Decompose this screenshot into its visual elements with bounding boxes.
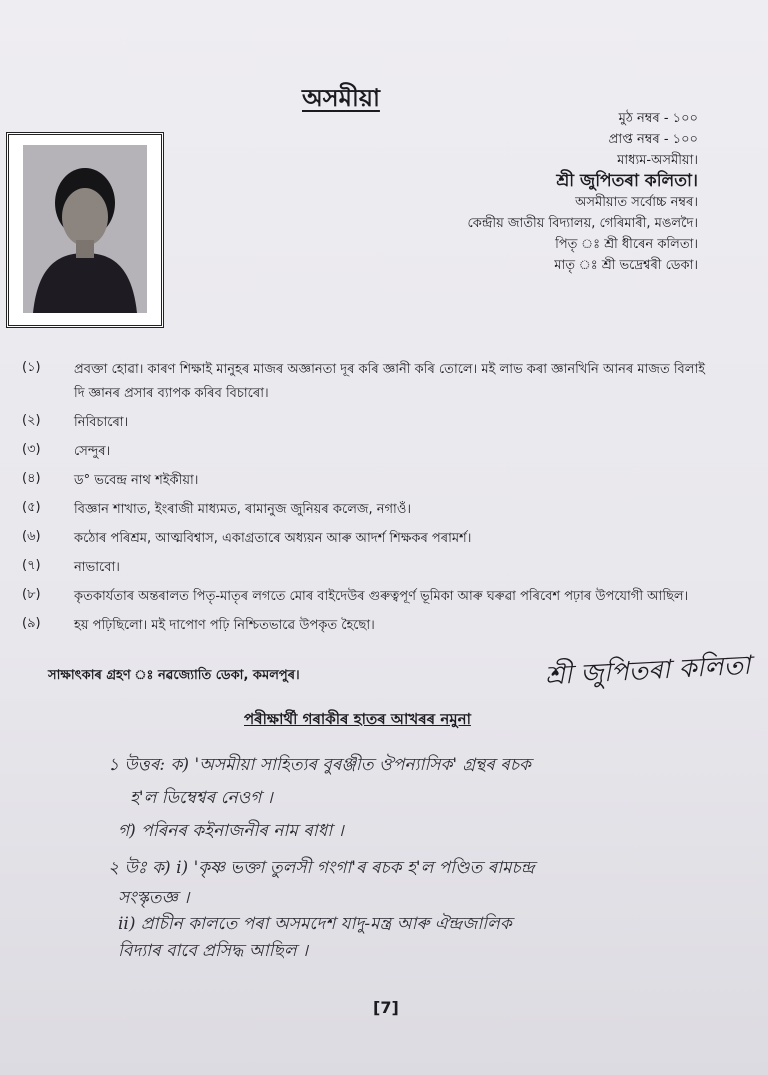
list-item: (৫) বিজ্ঞান শাখাত, ইংৰাজী মাধ্যমত, ৰামানুজ জুনিয়ৰ কলেজ, নগাওঁ।: [22, 500, 412, 517]
list-item: (৩) সেন্দুৰ।: [22, 442, 111, 459]
father-name: পিতৃ ঃ শ্ৰী ধীৰেন কলিতা।: [555, 237, 698, 252]
list-item: (৬) কঠোৰ পৰিশ্ৰম, আত্মবিশ্বাস, একাগ্ৰতাৰে অধ্যয়ন আৰু আদৰ্শ শিক্ষকৰ পৰামৰ্শ।: [22, 529, 472, 546]
school: কেন্দ্ৰীয় জাতীয় বিদ্যালয়, গেৰিমাৰী, মঙলদৈ।: [467, 216, 698, 231]
list-item: (৪) ড° ভবেন্দ্ৰ নাথ শইকীয়া।: [22, 471, 199, 488]
rank: অসমীয়াত সৰ্বোচ্চ নম্বৰ।: [575, 195, 698, 210]
student-photo-frame: [6, 132, 164, 328]
handwriting-line: গ) পৰিনৰ কইনাজনীৰ নাম ৰাধা ।: [118, 821, 344, 841]
answer-list: [22, 358, 712, 643]
list-item: (৭) নাভাবো।: [22, 558, 120, 575]
medium: মাধ্যম-অসমীয়া।: [617, 153, 698, 168]
student-name: শ্ৰী জুপিতৰা কলিতা।: [556, 171, 698, 191]
mother-name: মাতৃ ঃ শ্ৰী ভদ্ৰেশ্বৰী ডেকা।: [554, 258, 698, 273]
obtained-marks: প্ৰাপ্ত নম্বৰ - ১০০: [608, 132, 698, 147]
list-item: (৯) হয় পঢ়িছিলো। মই দাপোণ পঢ়ি নিশ্চিতভাৱে উপকৃত হৈছো।: [22, 616, 375, 633]
interviewer-credit: সাক্ষাৎকাৰ গ্ৰহণ ঃ নৱজ্যোতি ডেকা, কমলপুৰ।: [48, 668, 300, 683]
handwriting-line: ২ উঃ ক) i) 'কৃষ্ণ ভক্তা তুলসী গংগা'ৰ ৰচক হ'ল পণ্ডিত ৰামচন্দ্ৰ: [108, 858, 535, 878]
handwriting-line: হ'ল ডিম্বেশ্বৰ নেওগ ।: [130, 788, 273, 808]
handwriting-line: ii) প্ৰাচীন কালতে পৰা অসমদেশ যাদু-মন্ত্ৰ আৰু ঐন্দ্ৰজালিক: [118, 914, 512, 934]
portrait-image: [23, 145, 147, 313]
page-number: [7]: [373, 998, 399, 1017]
handwriting-line: বিদ্যাৰ বাবে প্ৰসিদ্ধ আছিল ।: [118, 941, 308, 961]
student-info: [468, 108, 699, 276]
handwriting-sample-heading: পৰীক্ষাৰ্থী গৰাকীৰ হাতৰ আখৰৰ নমুনা: [244, 710, 471, 728]
student-photo: [23, 145, 147, 313]
list-item: (১) প্ৰবক্তা হোৱা। কাৰণ শিক্ষাই মানুহৰ মাজৰ অজ্ঞানতা দূৰ কৰি জ্ঞানী কৰি তোলে। মই লাভ কৰা জ্ঞানখিনি আনৰ মাজত বিলাই দি জ্ঞানৰ প্ৰসাৰ ব্যাপক কৰিব বিচাৰো।: [22, 360, 705, 401]
handwriting-line: ১ উত্তৰ: ক) 'অসমীয়া সাহিত্যৰ বুৰঞ্জীত ঔপন্যাসিক' গ্ৰন্থৰ ৰচক: [108, 755, 531, 775]
handwriting-line: সংস্কৃতজ্ঞ ।: [118, 888, 190, 908]
page-title: অসমীয়া: [302, 84, 380, 112]
list-item: (৮) কৃতকাৰ্যতাৰ অন্তৰালত পিতৃ-মাতৃৰ লগতে মোৰ বাইদেউৰ গুৰুত্বপূৰ্ণ ভূমিকা আৰু ঘৰুৱা পৰিবেশ পঢ়াৰ উপযোগী আছিল।: [22, 587, 689, 604]
list-item: (২) নিবিচাৰো।: [22, 413, 129, 430]
full-marks: মুঠ নম্বৰ - ১০০: [618, 111, 698, 126]
signature: শ্ৰী জুপিতৰা কলিতা: [544, 650, 752, 692]
